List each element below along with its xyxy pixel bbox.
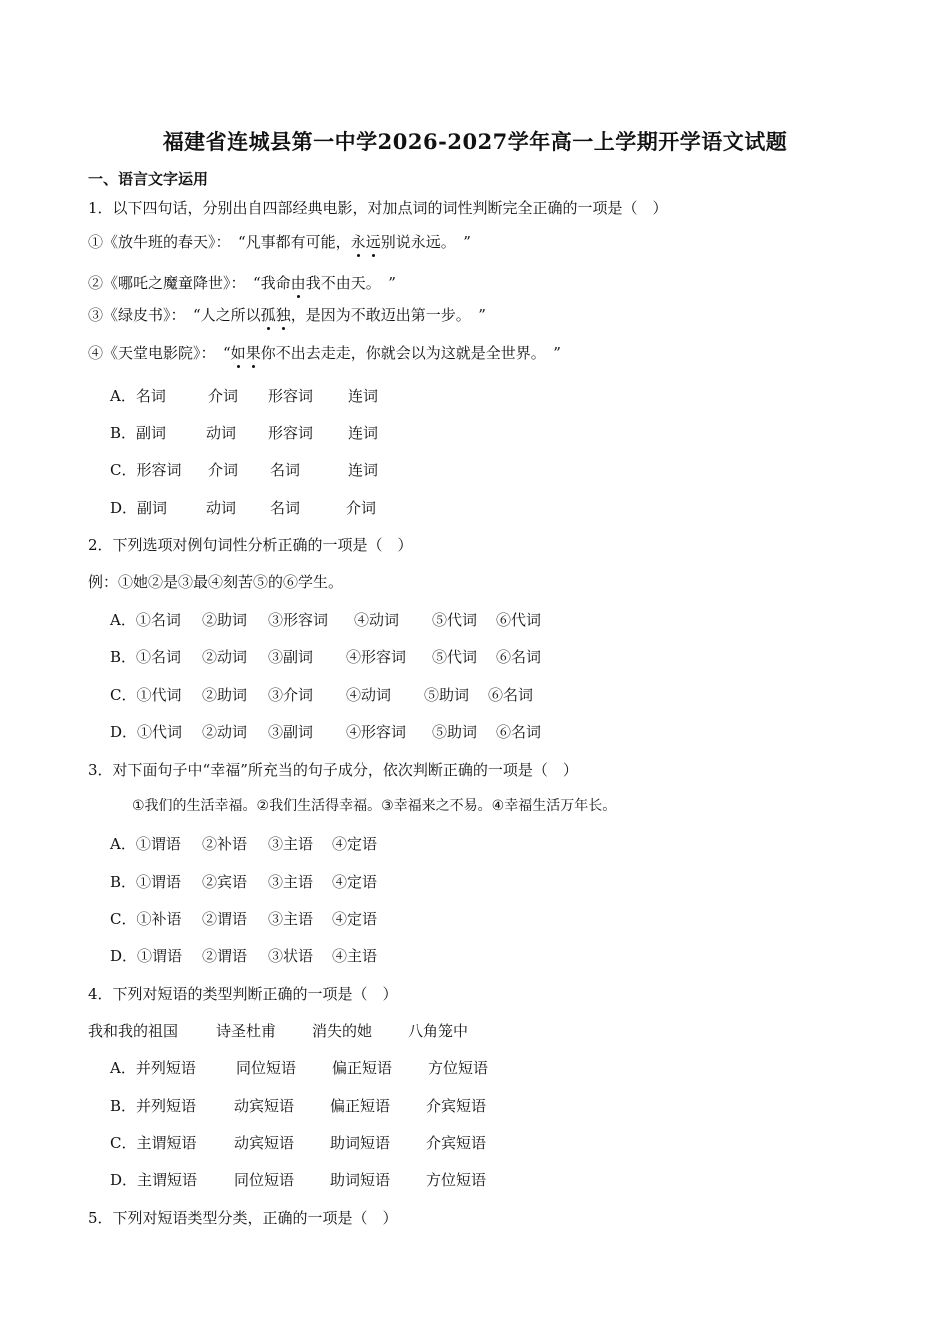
option-b[interactable] — [110, 423, 378, 443]
option-cell: ③主语 — [268, 873, 314, 891]
option-cell: ②动词 — [202, 648, 248, 666]
page-title: 福建省连城县第一中学2026-2027学年高一上学期开学语文试题 — [162, 129, 788, 154]
option-cell: A．①谓语 — [110, 835, 181, 853]
sentence-text: ②《哪吒之魔童降世》： “我命 — [88, 274, 291, 292]
option-cell: ⑥名词 — [496, 648, 542, 666]
question-1-sentence-3 — [88, 305, 486, 325]
option-cell: A．名词 — [110, 387, 166, 405]
sentence-text: 我不由天。 ” — [305, 274, 396, 292]
sentence-text: 别说永远。 ” — [380, 233, 471, 251]
sentence-text: ④《天堂电影院》： “ — [88, 344, 231, 362]
option-d[interactable] — [110, 946, 377, 966]
option-cell: 形容词 — [268, 424, 314, 442]
option-cell: 动词 — [206, 499, 237, 517]
sentence-text: ，是因为不敢迈出第一步。 ” — [290, 306, 486, 324]
option-cell: ②谓语 — [202, 947, 248, 965]
option-cell: 同位短语 — [236, 1059, 297, 1077]
option-b[interactable] — [110, 1096, 486, 1116]
option-cell: ②助词 — [202, 686, 248, 704]
option-cell: 偏正短语 — [330, 1097, 391, 1115]
option-cell: ⑥代词 — [496, 611, 542, 629]
option-c[interactable] — [110, 909, 377, 929]
option-cell: 连词 — [348, 387, 379, 405]
option-cell: ⑤代词 — [432, 611, 478, 629]
option-cell: ③形容词 — [268, 611, 329, 629]
section-heading: 一、语言文字运用 — [88, 170, 209, 188]
option-cell: 介词 — [208, 387, 239, 405]
option-cell: B．①谓语 — [110, 873, 182, 891]
option-b[interactable] — [110, 872, 377, 892]
option-cell: A．并列短语 — [110, 1059, 196, 1077]
question-1-sentence-1 — [88, 232, 471, 252]
option-cell: ④形容词 — [346, 648, 407, 666]
option-cell: D．①谓语 — [110, 947, 183, 965]
option-cell: C．①代词 — [110, 686, 182, 704]
option-cell: ④主语 — [332, 947, 378, 965]
option-a[interactable] — [110, 386, 378, 406]
option-cell: ②助词 — [202, 611, 248, 629]
option-cell: 介宾短语 — [426, 1097, 487, 1115]
option-d[interactable] — [110, 498, 376, 518]
option-cell: 方位短语 — [426, 1171, 487, 1189]
sentence-text: ③《绿皮书》： “人之所以 — [88, 306, 261, 324]
option-cell: 连词 — [348, 461, 379, 479]
option-cell: ⑤助词 — [424, 686, 470, 704]
option-d[interactable] — [110, 1170, 486, 1190]
option-cell: ③主语 — [268, 910, 314, 928]
question-1-stem: 1．以下四句话，分别出自四部经典电影，对加点词的词性判断完全正确的一项是（ ） — [88, 199, 668, 217]
option-cell: B．①名词 — [110, 648, 182, 666]
question-3-example: ①我们的生活幸福。②我们生活得幸福。③幸福来之不易。④幸福生活万年长。 — [132, 798, 617, 814]
option-cell: ④定语 — [332, 835, 378, 853]
option-cell: ②动词 — [202, 723, 248, 741]
option-d[interactable] — [110, 722, 541, 742]
option-c[interactable] — [110, 460, 378, 480]
option-cell: ③主语 — [268, 835, 314, 853]
option-cell: 动宾短语 — [234, 1097, 295, 1115]
option-cell: 动词 — [206, 424, 237, 442]
option-cell: ③状语 — [268, 947, 314, 965]
option-cell: ⑥名词 — [488, 686, 534, 704]
option-cell: 介词 — [208, 461, 239, 479]
question-1-sentence-2 — [88, 273, 396, 293]
option-cell: 偏正短语 — [332, 1059, 393, 1077]
option-cell: 形容词 — [268, 387, 314, 405]
question-3-stem: 3．对下面句子中“幸福”所充当的句子成分，依次判断正确的一项是（ ） — [88, 761, 578, 779]
option-cell: C．主谓短语 — [110, 1134, 197, 1152]
dotted-char: 果 — [245, 344, 261, 362]
dotted-char: 永 — [350, 233, 366, 251]
option-cell: ④定语 — [332, 910, 378, 928]
option-cell: 动宾短语 — [234, 1134, 295, 1152]
question-2-stem: 2．下列选项对例句词性分析正确的一项是（ ） — [88, 536, 413, 554]
dotted-char: 孤 — [260, 306, 276, 324]
phrase: 消失的她 — [312, 1022, 373, 1040]
option-b[interactable] — [110, 647, 541, 667]
option-cell: 助词短语 — [330, 1171, 391, 1189]
option-a[interactable] — [110, 610, 541, 630]
option-cell: B．并列短语 — [110, 1097, 197, 1115]
option-cell: ③副词 — [268, 648, 314, 666]
question-5-stem: 5．下列对短语类型分类，正确的一项是（ ） — [88, 1209, 398, 1227]
option-c[interactable] — [110, 1133, 486, 1153]
dotted-char: 独 — [275, 306, 291, 324]
question-2-example: 例：①她②是③最④刻苦⑤的⑥学生。 — [88, 573, 344, 591]
option-cell: ②谓语 — [202, 910, 248, 928]
option-cell: ⑤助词 — [432, 723, 478, 741]
phrase: 我和我的祖国 — [88, 1022, 179, 1040]
option-cell: 助词短语 — [330, 1134, 391, 1152]
option-cell: D．主谓短语 — [110, 1171, 198, 1189]
dotted-char: 远 — [365, 233, 381, 251]
option-cell: C．形容词 — [110, 461, 182, 479]
sentence-text: ①《放牛班的春天》： “凡事都有可能， — [88, 233, 351, 251]
option-cell: D．①代词 — [110, 723, 183, 741]
option-a[interactable] — [110, 1058, 488, 1078]
option-cell: A．①名词 — [110, 611, 181, 629]
question-1-sentence-4 — [88, 343, 561, 363]
option-cell: ③介词 — [268, 686, 314, 704]
option-cell: ④定语 — [332, 873, 378, 891]
dotted-char: 由 — [290, 274, 306, 292]
option-cell: 介词 — [346, 499, 377, 517]
option-cell: 名词 — [270, 461, 301, 479]
option-cell: 同位短语 — [234, 1171, 295, 1189]
option-cell: ⑤代词 — [432, 648, 478, 666]
question-4-phrases — [88, 1021, 468, 1041]
option-cell: C．①补语 — [110, 910, 182, 928]
question-4-stem: 4．下列对短语的类型判断正确的一项是（ ） — [88, 985, 398, 1003]
option-cell: ④形容词 — [346, 723, 407, 741]
option-a[interactable] — [110, 834, 377, 854]
option-cell: ④动词 — [354, 611, 400, 629]
option-cell: ④动词 — [346, 686, 392, 704]
option-cell: 连词 — [348, 424, 379, 442]
option-cell: D．副词 — [110, 499, 168, 517]
sentence-text: 你不出去走走，你就会以为这就是全世界。 ” — [260, 344, 561, 362]
option-cell: 介宾短语 — [426, 1134, 487, 1152]
option-cell: ⑥名词 — [496, 723, 542, 741]
dotted-char: 如 — [230, 344, 246, 362]
option-c[interactable] — [110, 685, 533, 705]
option-cell: 方位短语 — [428, 1059, 489, 1077]
option-cell: B．副词 — [110, 424, 167, 442]
phrase: 诗圣杜甫 — [216, 1022, 277, 1040]
option-cell: 名词 — [270, 499, 301, 517]
phrase: 八角笼中 — [408, 1022, 469, 1040]
option-cell: ③副词 — [268, 723, 314, 741]
option-cell: ②宾语 — [202, 873, 248, 891]
option-cell: ②补语 — [202, 835, 248, 853]
